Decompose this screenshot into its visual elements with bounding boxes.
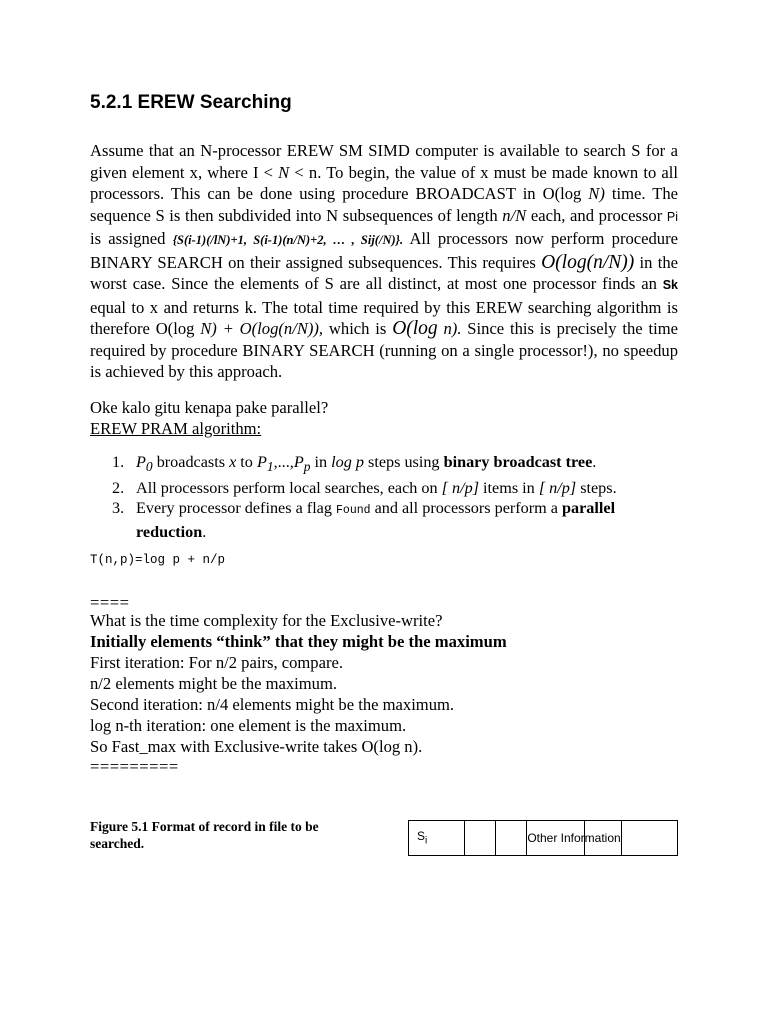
record-info-cell: Other Information xyxy=(527,821,622,856)
text-line: First iteration: For n/2 pairs, compare. xyxy=(90,653,344,672)
text-line: What is the time complexity for the Exclusive-write? xyxy=(90,611,443,630)
step-item: 3. Every processor defines a flag Found and all processors perform a parallel reduction. xyxy=(112,499,616,541)
record-key-cell: $S_i$ xyxy=(409,821,465,856)
record-cell xyxy=(496,821,527,856)
separator: ==== xyxy=(90,593,130,612)
figure-caption: Figure 5.1 Format of record in file to be searched. xyxy=(90,819,319,851)
record-cell xyxy=(465,821,496,856)
time-formula: T(n,p)=log p + n/p xyxy=(90,553,226,567)
step-item: 2. All processors perform local searches, each on [ n/p] items in [ n/p] steps. xyxy=(112,478,617,497)
separator: ========= xyxy=(90,757,179,776)
section-heading: 5.2.1 EREW Searching xyxy=(90,92,292,113)
record-format-table xyxy=(408,820,678,856)
text-line: Second iteration: n/4 elements might be the maximum. xyxy=(90,695,455,714)
question-line: Oke kalo gitu kenapa pake parallel? xyxy=(90,398,329,417)
record-cell xyxy=(622,821,678,856)
text-line: Initially elements “think” that they might be the maximum xyxy=(90,632,507,651)
text-line: So Fast_max with Exclusive-write takes O(log n). xyxy=(90,737,423,756)
text-line: log n-th iteration: one element is the maximum. xyxy=(90,716,407,735)
step-item: 1. $P_0$ broadcasts x to $P_1,...,P_p$ in log p steps using binary broadcast tree. xyxy=(112,453,597,475)
text-line: n/2 elements might be the maximum. xyxy=(90,674,338,693)
algorithm-steps xyxy=(90,452,678,542)
body-paragraph: Assume that an N-processor EREW SM SIMD computer is available to search S for a given element x, where I < N < n. To begin, the value of x must be made known to all processors. This can be done using procedure BROADCAST in O(log N) time. The sequence S is then subdivided into N subsequences of length n/N each, and processor Pi is assigned {S(i-1)(/lN)+1, S(i-1)(n/N)+2, … , Sij(/N)}. All processors now perform procedure BINARY SEARCH on their assigned subsequences. This requires O(log(n/N)) in the worst case. Since the elements of S are all distinct, at most one processor finds an Sk equal to x and returns k. The total time required by this EREW searching algorithm is therefore O(log N) + O(log(n/N)), which is O(log n). Since this is precisely the time required by procedure BINARY SEARCH (running on a single processor!), no speedup is achieved by this approach. xyxy=(90,141,678,381)
algorithm-title: EREW PRAM algorithm: xyxy=(90,419,262,438)
